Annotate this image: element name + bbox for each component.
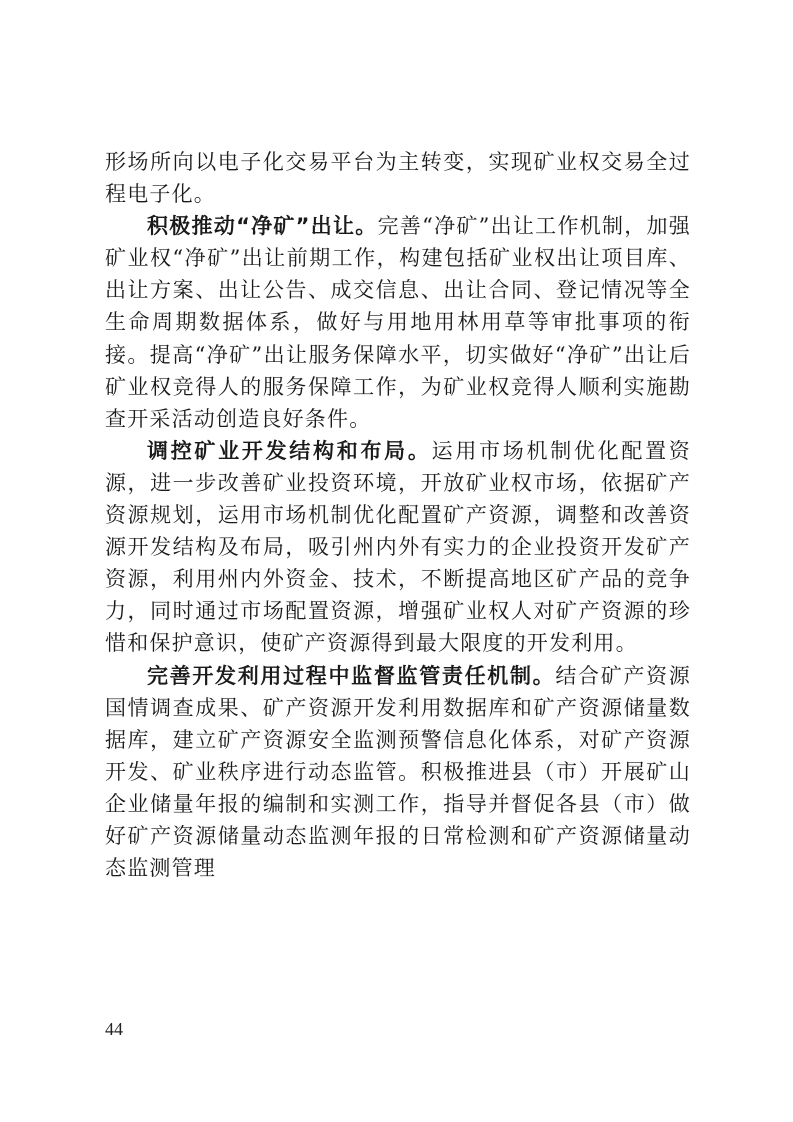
paragraph-text: 结合矿产资源国情调查成果、矿产资源开发利用数据库和矿产资源储量数据库，建立矿产资源安全监测预警信息化体系，对矿产资源开发、矿业秩序进行动态监管。积极推进县（市）开展矿山企业储量年报的编制和实测工作，指导并督促各县（市）做好矿产资源储量动态监测年报的日常检测和矿产资源储量动态监测管理	[105, 663, 691, 881]
paragraph-heading: 积极推动“净矿”出让。	[147, 214, 378, 239]
paragraph-text: 完善“净矿”出让工作机制，加强矿业权“净矿”出让前期工作，构建包括矿业权出让项目库、出让方案、出让公告、成交信息、出让合同、登记情况等全生命周期数据体系，做好与用地用林用草等审批事项的衔接。提高“净矿”出让服务保障水平，切实做好“净矿”出让后矿业权竞得人的服务保障工作，为矿业权竞得人顺利实施勘查开采活动创造良好条件。	[105, 214, 691, 431]
paragraph-text: 运用市场机制优化配置资源，进一步改善矿业投资环境，开放矿业权市场，依据矿产资源规划，运用市场机制优化配置矿产资源，调整和改善资源开发结构及布局，吸引州内外有实力的企业投资开发矿产资源，利用州内外资金、技术，不断提高地区矿产品的竞争力，同时通过市场配置资源，增强矿业权人对矿产资源的珍惜和保护意识，使矿产资源得到最大限度的开发利用。	[105, 438, 692, 656]
document-body	[105, 146, 691, 884]
paragraph-heading: 调控矿业开发结构和布局。	[147, 438, 432, 463]
paragraph-continuation	[105, 146, 691, 210]
paragraph-development-structure	[105, 435, 691, 660]
paragraph-text: 形场所向以电子化交易平台为主转变，实现矿业权交易全过程电子化。	[105, 150, 691, 207]
paragraph-clean-mine-transfer	[105, 210, 691, 435]
paragraph-supervision-mechanism	[105, 660, 691, 885]
paragraph-heading: 完善开发利用过程中监督监管责任机制。	[147, 663, 556, 688]
page-number: 44	[105, 1019, 123, 1039]
